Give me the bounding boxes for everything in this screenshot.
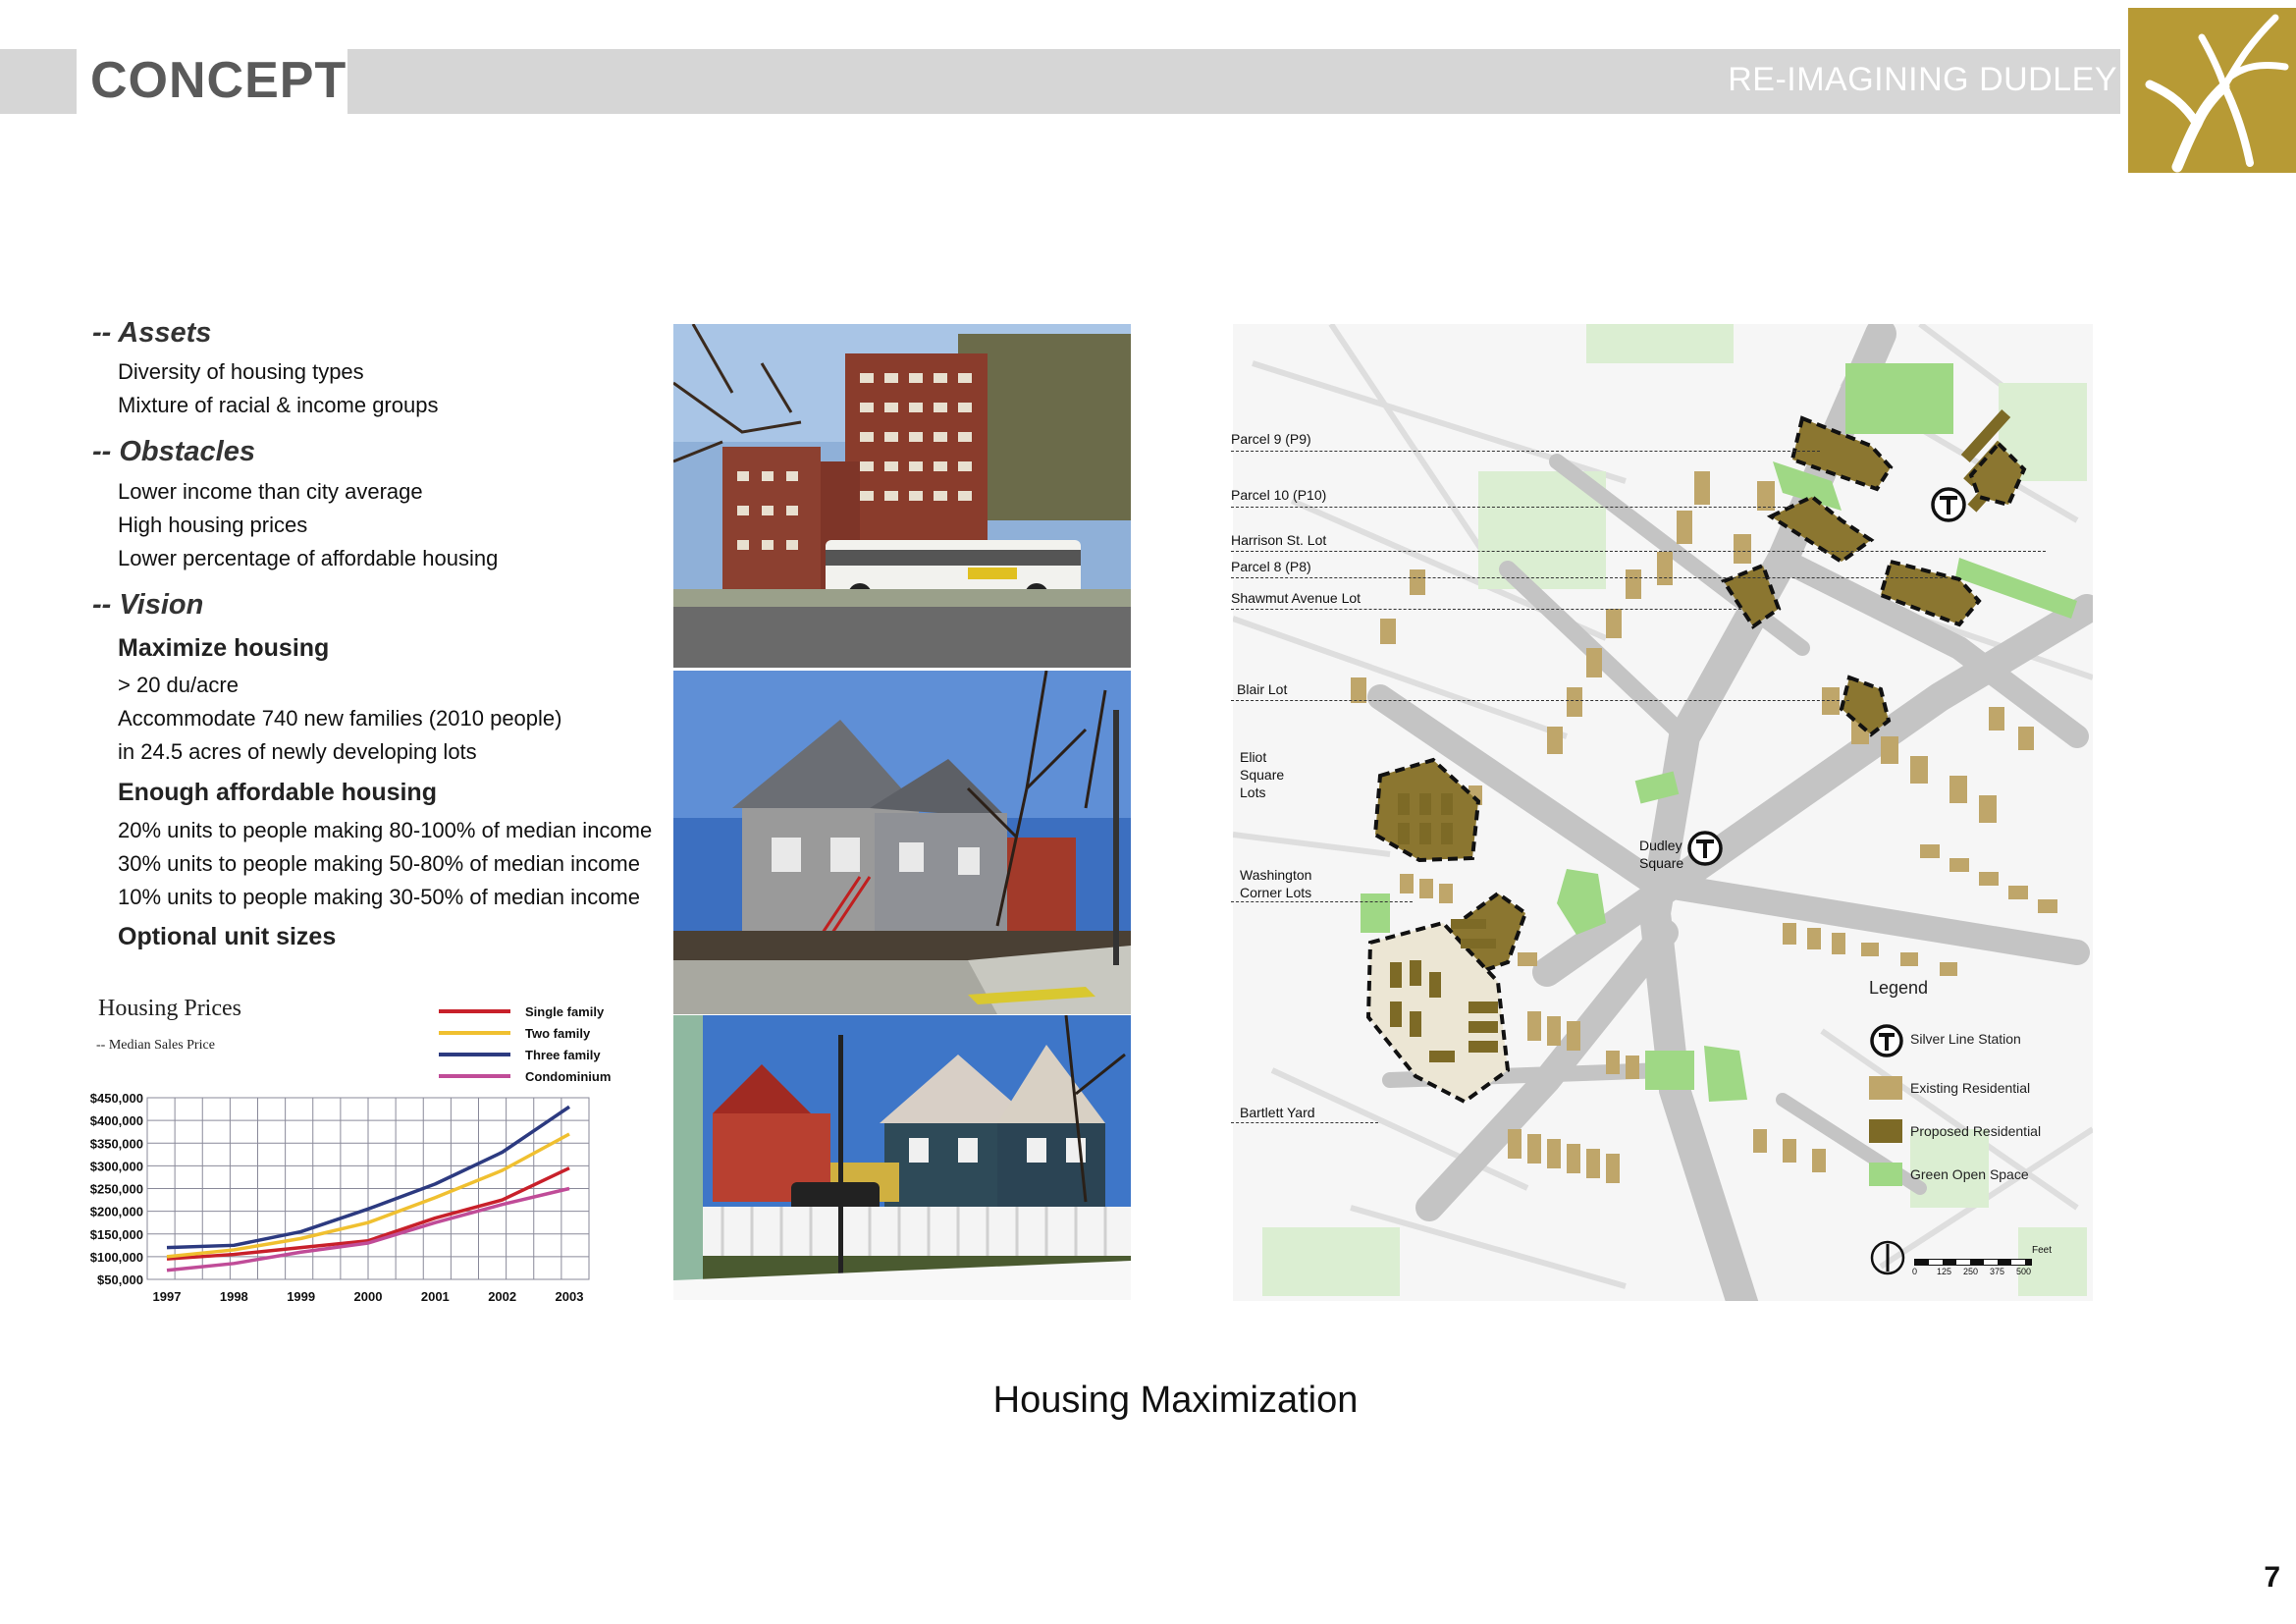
legend-swatch-green (1869, 1163, 1902, 1186)
branching-streets-icon (2128, 8, 2296, 173)
x-tick-label: 2002 (488, 1289, 517, 1304)
y-tick-label: $100,000 (89, 1249, 143, 1265)
scale-tick: 125 (1937, 1267, 1952, 1276)
x-tick-label: 2003 (555, 1289, 584, 1304)
transit-t-icon (1689, 833, 1721, 864)
assets-item: Mixture of racial & income groups (118, 393, 439, 417)
x-tick-label: 1999 (287, 1289, 316, 1304)
map-label-parcel-9: Parcel 9 (P9) (1231, 431, 1311, 447)
y-tick-label: $450,000 (89, 1091, 143, 1106)
y-tick-label: $300,000 (89, 1159, 143, 1174)
y-tick-label: $50,000 (97, 1272, 143, 1287)
leader-line (1231, 1122, 1378, 1123)
housing-prices-chart (79, 982, 638, 1311)
legend-silver-line-station: Silver Line Station (1910, 1031, 2021, 1047)
scale-tick: 250 (1963, 1267, 1979, 1276)
transit-t-icon (1933, 489, 1964, 520)
obstacles-item: High housing prices (118, 513, 308, 537)
legend-label: Two family (525, 1026, 591, 1041)
legend-label: Single family (525, 1004, 605, 1019)
legend-label: Condominium (525, 1069, 612, 1084)
vision-item: in 24.5 acres of newly developing lots (118, 739, 477, 764)
legend-label: Three family (525, 1048, 601, 1062)
photo-houses-fence (673, 1015, 1131, 1300)
y-tick-label: $400,000 (89, 1113, 143, 1129)
assets-item: Diversity of housing types (118, 359, 364, 384)
legend-green-open-space: Green Open Space (1910, 1166, 2029, 1182)
y-tick-label: $250,000 (89, 1181, 143, 1197)
vision-item: > 20 du/acre (118, 673, 239, 697)
photo-townhouses (673, 671, 1131, 1014)
assets-heading: -- Assets (92, 317, 212, 349)
leader-line (1231, 901, 1413, 902)
scale-bar (1914, 1259, 2032, 1266)
leader-line (1231, 451, 1820, 452)
figure-caption: Housing Maximization (992, 1380, 1359, 1421)
map-label-washington-corner-lots: Washington Corner Lots (1240, 867, 1312, 900)
obstacles-heading: -- Obstacles (92, 436, 255, 467)
optional-unit-sizes-title: Optional unit sizes (118, 923, 337, 950)
leader-line (1231, 577, 1948, 578)
page-number: 7 (2264, 1561, 2280, 1594)
scale-tick: 500 (2016, 1267, 2032, 1276)
site-map (1233, 324, 2093, 1301)
scale-tick: 375 (1990, 1267, 2005, 1276)
vision-item: 20% units to people making 80-100% of median income (118, 818, 653, 842)
leader-line (1231, 507, 1790, 508)
north-arrow-icon (1869, 1239, 1906, 1276)
legend-swatch-proposed (1869, 1119, 1902, 1143)
legend-swatch-existing (1869, 1076, 1902, 1100)
chart-title: Housing Prices (98, 996, 241, 1021)
transit-t-icon (1869, 1023, 1904, 1058)
project-title: RE-IMAGINING DUDLEY (1728, 61, 2117, 98)
map-label-eliot-square-lots: Eliot Square Lots (1240, 749, 1285, 800)
x-tick-label: 2000 (353, 1289, 383, 1304)
vision-item: Accommodate 740 new families (2010 people) (118, 706, 562, 731)
affordable-housing-title: Enough affordable housing (118, 779, 437, 806)
chart-subtitle: -- Median Sales Price (96, 1038, 215, 1053)
obstacles-item: Lower income than city average (118, 479, 423, 504)
x-tick-label: 1998 (219, 1289, 248, 1304)
maximize-housing-title: Maximize housing (118, 634, 330, 662)
map-label-dudley-square: Dudley Square (1639, 838, 1684, 871)
leader-line (1231, 551, 2046, 552)
vision-item: 30% units to people making 50-80% of median income (118, 851, 640, 876)
chart-legend (439, 1004, 611, 1084)
site-map-drawing (1233, 324, 2093, 1301)
map-label-harrison-st-lot: Harrison St. Lot (1231, 532, 1327, 548)
photo-apartment-towers (673, 324, 1131, 668)
project-logo (2128, 8, 2296, 173)
legend-title: Legend (1869, 978, 1929, 998)
map-label-bartlett-yard: Bartlett Yard (1240, 1105, 1315, 1120)
legend-existing-residential: Existing Residential (1910, 1080, 2031, 1096)
leader-line (1231, 609, 1741, 610)
y-tick-label: $200,000 (89, 1204, 143, 1219)
page-title: CONCEPT (90, 52, 347, 109)
chart-x-ticks (153, 1289, 584, 1304)
obstacles-item: Lower percentage of affordable housing (118, 546, 499, 570)
x-tick-label: 2001 (420, 1289, 450, 1304)
vision-heading: -- Vision (92, 589, 204, 621)
y-tick-label: $350,000 (89, 1136, 143, 1152)
map-label-shawmut-avenue-lot: Shawmut Avenue Lot (1231, 590, 1362, 606)
scale-tick: 0 (1912, 1267, 1918, 1276)
chart-y-ticks (90, 1091, 143, 1287)
vision-item: 10% units to people making 30-50% of median income (118, 885, 640, 909)
leader-line (1231, 700, 1849, 701)
map-label-parcel-8: Parcel 8 (P8) (1231, 559, 1311, 574)
map-label-blair-lot: Blair Lot (1237, 681, 1288, 697)
map-label-parcel-10: Parcel 10 (P10) (1231, 487, 1327, 503)
scale-unit: Feet (2032, 1245, 2053, 1256)
y-tick-label: $150,000 (89, 1226, 143, 1242)
x-tick-label: 1997 (152, 1289, 182, 1304)
legend-proposed-residential: Proposed Residential (1910, 1123, 2042, 1139)
